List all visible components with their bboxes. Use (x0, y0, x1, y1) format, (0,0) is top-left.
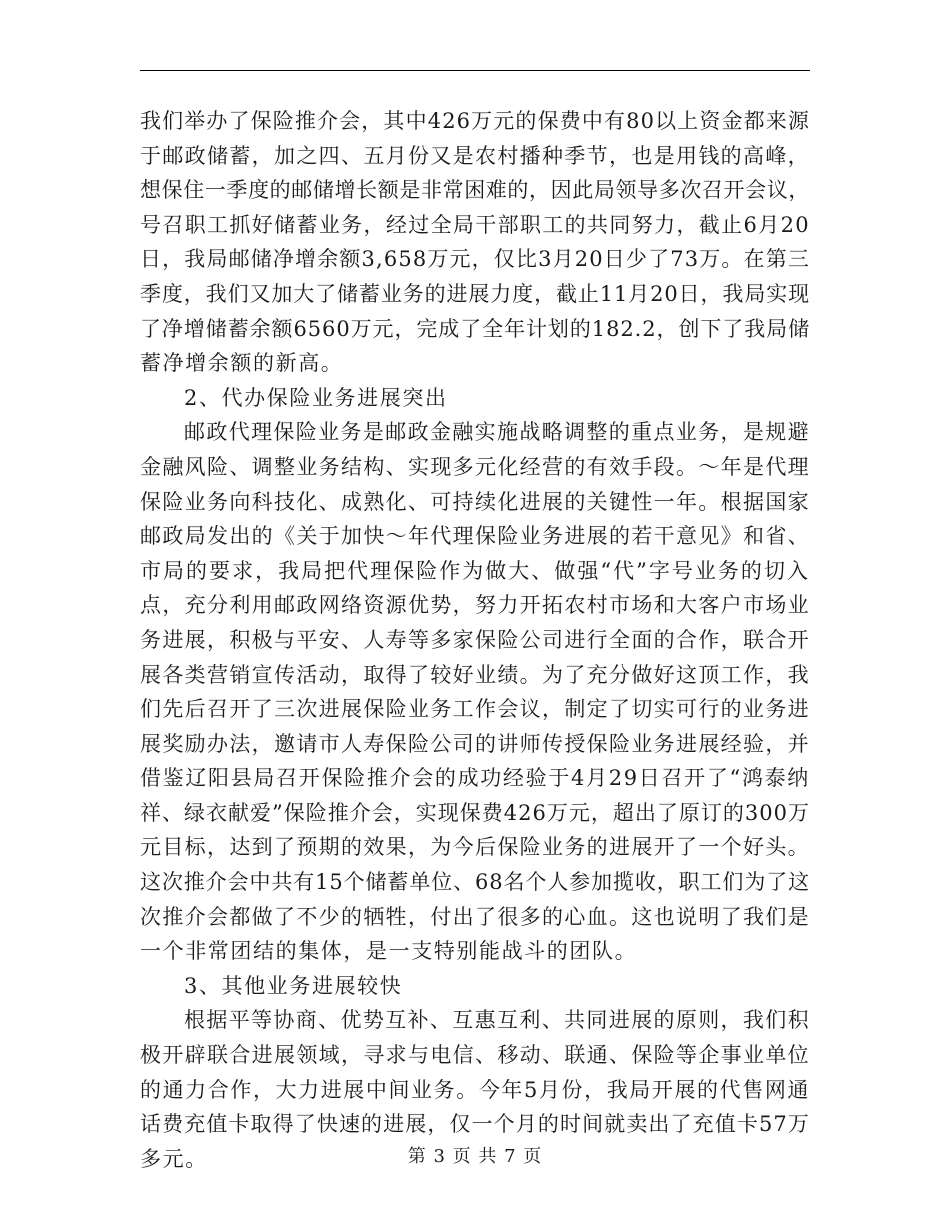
text-line: 元目标，达到了预期的效果，为今后保险业务的进展开了一个好头。 (140, 835, 810, 860)
text-line: 们先后召开了三次进展保险业务工作会议，制定了切实可行的业务进 (140, 697, 810, 722)
text-line: 金融风险、调整业务结构、实现多元化经营的有效手段。～年是代理 (140, 454, 810, 479)
text-line: 号召职工抓好储蓄业务，经过全局干部职工的共同努力，截止6月20 (140, 212, 810, 237)
text-line: 这次推介会中共有15个储蓄单位、68名个人参加揽收，职工们为了这 (140, 870, 810, 895)
text-line: 市局的要求，我局把代理保险作为做大、做强“代”字号业务的切入 (140, 558, 810, 583)
text-line: 3、其他业务进展较快 (184, 973, 403, 998)
text-line: 根据平等协商、优势互补、互惠互利、共同进展的原则，我们积 (184, 1008, 810, 1033)
text-line: 务进展，积极与平安、人寿等多家保险公司进行全面的合作，联合开 (140, 627, 810, 652)
text-line: 2、代办保险业务进展突出 (184, 385, 448, 410)
text-line: 日，我局邮储净增余额3,658万元，仅比3月20日少了73万。在第三 (140, 247, 810, 272)
text-line: 展奖励办法，邀请市人寿保险公司的讲师传授保险业务进展经验，并 (140, 731, 810, 756)
text-line: 展各类营销宣传活动，取得了较好业绩。为了充分做好这顶工作，我 (140, 662, 810, 687)
text-line: 借鉴辽阳县局召开保险推介会的成功经验于4月29日召开了“鸿泰纳 (140, 766, 810, 791)
text-line: 邮政局发出的《关于加快～年代理保险业务进展的若干意见》和省、 (140, 524, 810, 549)
text-line: 想保住一季度的邮储增长额是非常困难的，因此局领导多次召开会议， (140, 178, 810, 203)
text-line: 邮政代理保险业务是邮政金融实施战略调整的重点业务，是规避 (184, 420, 810, 445)
text-line: 季度，我们又加大了储蓄业务的进展力度，截止11月20日，我局实现 (140, 281, 810, 306)
text-line: 话费充值卡取得了快速的进展，仅一个月的时间就卖出了充值卡57万 (140, 1112, 810, 1137)
text-line: 次推介会都做了不少的牺牲，付出了很多的心血。这也说明了我们是 (140, 904, 810, 929)
text-line: 了净增储蓄余额6560万元，完成了全年计划的182.2，创下了我局储 (140, 316, 810, 341)
text-line: 保险业务向科技化、成熟化、可持续化进展的关键性一年。根据国家 (140, 489, 810, 514)
document-body (140, 104, 812, 1176)
text-line: 于邮政储蓄，加之四、五月份又是农村播种季节，也是用钱的高峰， (140, 143, 810, 168)
text-line: 多元。 (140, 1146, 208, 1171)
text-line: 祥、绿衣献爱”保险推介会，实现保费426万元，超出了原订的300万 (140, 800, 810, 825)
text-line: 点，充分利用邮政网络资源优势，努力开拓农村市场和大客户市场业 (140, 593, 810, 618)
text-line: 蓄净增余额的新高。 (140, 351, 344, 376)
header-rule (140, 70, 810, 71)
text-line: 一个非常团结的集体，是一支特别能战斗的团队。 (140, 939, 638, 964)
text-line: 极开辟联合进展领域，寻求与电信、移动、联通、保险等企事业单位 (140, 1043, 810, 1068)
page-number-footer: 第 3 页 共 7 页 (407, 1146, 543, 1167)
text-line: 的通力合作，大力进展中间业务。今年5月份，我局开展的代售网通 (140, 1077, 810, 1102)
text-line: 我们举办了保险推介会，其中426万元的保费中有80以上资金都来源 (140, 109, 810, 133)
